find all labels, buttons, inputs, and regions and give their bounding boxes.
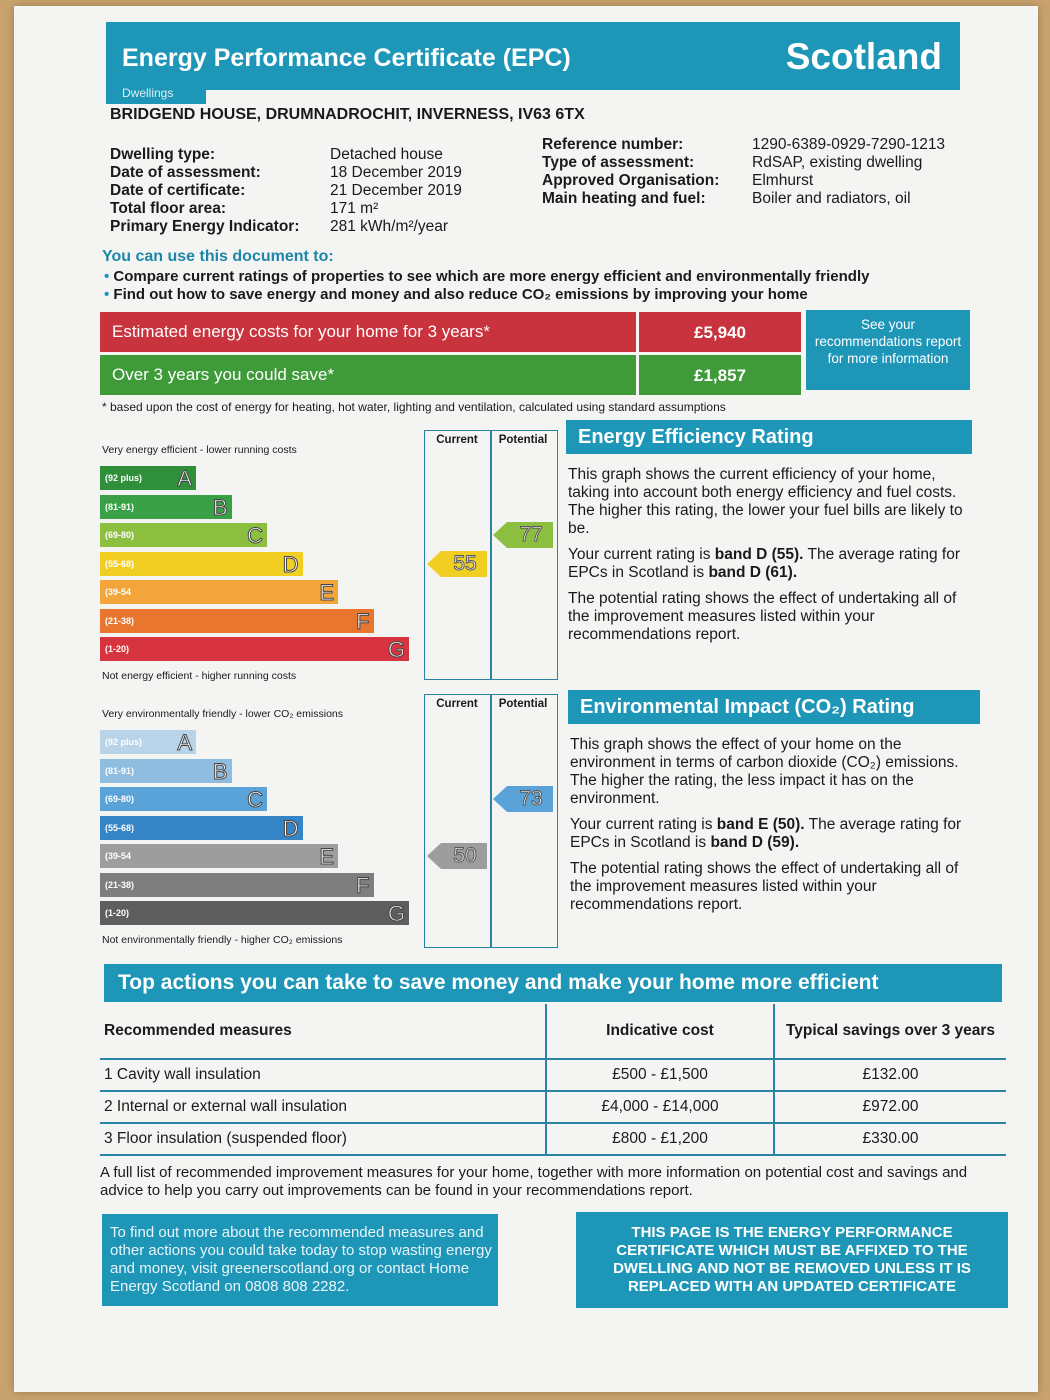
potential-rating-arrow <box>493 786 553 812</box>
certificate-notice-text: THIS PAGE IS THE ENERGY PERFORMANCE CERTIFICATE WHICH MUST BE AFFIXED TO THE DWELLING AND NOT BE REMOVED UNLESS IT IS REPLACED WITH AN UPDATED CERTIFICATE <box>613 1224 971 1295</box>
estimated-costs-label: Estimated energy costs for your home for 3 years* <box>112 322 490 341</box>
band-letter: C <box>247 523 263 548</box>
band-letter: G <box>387 637 405 662</box>
detail-row <box>110 200 462 218</box>
rating-band-e <box>100 580 338 604</box>
band-range: (21-38) <box>105 615 135 626</box>
use-doc-bullets <box>104 268 869 304</box>
band-letter: C <box>247 787 263 812</box>
rating-band-g <box>100 901 409 925</box>
potential-rating-arrow <box>493 522 553 548</box>
see-recommendations-text: See your recommendations report for more information <box>814 317 962 366</box>
env-para-3: The potential rating shows the effect of undertaking all of the improvement measures listed within your recommendations report. <box>570 860 959 913</box>
detail-row <box>542 136 945 154</box>
detail-label: Dwelling type: <box>110 146 216 163</box>
band-letter: F <box>356 872 370 898</box>
rating-band-g <box>100 637 409 661</box>
table-row <box>100 1123 1006 1155</box>
detail-value: 18 December 2019 <box>330 164 462 181</box>
col-header-measures: Recommended measures <box>100 1004 546 1059</box>
country-title: Scotland <box>785 36 942 77</box>
detail-row <box>542 190 945 208</box>
potential-rating-arrow-value: 77 <box>519 523 543 546</box>
band-range: (55-68) <box>105 822 135 833</box>
potential-column-header: Potential <box>498 434 548 446</box>
savings-cell: £132.00 <box>774 1059 1006 1091</box>
rating-band-f <box>100 609 374 633</box>
current-column-header: Current <box>436 698 478 710</box>
rating-band-e <box>100 844 338 868</box>
current-rating-arrow <box>427 843 487 869</box>
estimated-costs-bar <box>100 312 636 352</box>
potential-column-header: Potential <box>498 698 548 710</box>
detail-value: 281 kWh/m²/year <box>330 218 449 235</box>
band-range: (81-91) <box>105 501 135 512</box>
energy-rating-title: Energy Efficiency Rating <box>578 426 814 448</box>
certificate-notice-box <box>576 1212 1008 1308</box>
band-range: (55-68) <box>105 558 135 569</box>
cost-cell: £500 - £1,500 <box>546 1059 774 1091</box>
chart-bottom-label: Not environmentally friendly - higher CO₂ emissions <box>102 933 343 946</box>
measure-cell: 3 Floor insulation (suspended floor) <box>100 1123 546 1155</box>
detail-value: 21 December 2019 <box>330 182 462 199</box>
detail-label: Date of assessment: <box>110 164 261 181</box>
band-letter: G <box>387 901 405 926</box>
detail-value: 1290-6389-0929-7290-1213 <box>752 136 946 153</box>
bullet-item: • Find out how to save energy and money and also reduce CO₂ emissions by improving your home <box>104 286 869 304</box>
band-range: (39-54 <box>105 851 132 861</box>
details-right <box>542 136 945 208</box>
savings-value-cell <box>639 355 801 395</box>
table-row <box>100 1059 1006 1091</box>
band-letter: E <box>319 580 334 605</box>
energy-rating-text <box>568 466 972 644</box>
band-range: (69-80) <box>105 794 135 804</box>
recommended-measures-table <box>100 1004 1006 1156</box>
potential-column <box>490 430 558 680</box>
savings-value: £1,857 <box>694 366 746 385</box>
table-row <box>100 1091 1006 1123</box>
env-para-1: This graph shows the effect of your home on the environment in terms of carbon dioxide (CO₂) emissions. The higher the rating, the less impact it has on the environment. <box>570 736 959 807</box>
estimated-costs-value: £5,940 <box>694 323 746 342</box>
detail-row <box>542 172 945 190</box>
band-letter: D <box>282 815 299 841</box>
current-rating-arrow-value: 55 <box>453 551 477 575</box>
savings-bar <box>100 355 636 395</box>
rating-band-f <box>100 873 374 897</box>
rating-band-c <box>100 787 267 811</box>
energy-rating-title-bar <box>566 420 972 454</box>
band-letter: E <box>319 844 334 869</box>
detail-value: RdSAP, existing dwelling <box>752 154 923 171</box>
env-rating-title: Environmental Impact (CO₂) Rating <box>580 696 915 718</box>
details-left <box>110 146 462 236</box>
energy-para-3: The potential rating shows the effect of undertaking all of the improvement measures listed within your recommendations report. <box>568 590 957 643</box>
band-range: (92 plus) <box>105 737 143 747</box>
header-bar <box>106 22 960 90</box>
detail-label: Reference number: <box>542 136 684 153</box>
see-recommendations-box <box>806 310 970 390</box>
col-header-savings: Typical savings over 3 years <box>774 1004 1006 1059</box>
top-actions-title-bar <box>104 964 1002 1002</box>
savings-cell: £972.00 <box>774 1091 1006 1123</box>
detail-label: Primary Energy Indicator: <box>110 218 300 235</box>
detail-row <box>110 218 462 236</box>
savings-cell: £330.00 <box>774 1123 1006 1155</box>
detail-label: Type of assessment: <box>542 154 695 171</box>
cost-cell: £4,000 - £14,000 <box>546 1091 774 1123</box>
band-letter: A <box>177 730 192 755</box>
full-list-note: A full list of recommended improvement measures for your home, together with more information on potential cost and savings and advice to help you carry out improvements can be found in your recommendations report. <box>100 1164 968 1199</box>
rating-band-c <box>100 523 267 547</box>
band-letter: F <box>356 608 370 634</box>
detail-label: Approved Organisation: <box>542 172 720 189</box>
measure-cell: 2 Internal or external wall insulation <box>100 1091 546 1123</box>
chart-top-label: Very energy efficient - lower running costs <box>102 444 297 456</box>
band-range: (39-54 <box>105 587 132 597</box>
detail-value: Detached house <box>330 146 443 163</box>
detail-value: Boiler and radiators, oil <box>752 190 911 207</box>
detail-row <box>542 154 945 172</box>
detail-row <box>110 182 462 200</box>
band-range: (69-80) <box>105 530 135 540</box>
rating-band-d <box>100 552 303 576</box>
detail-label: Date of certificate: <box>110 182 246 199</box>
energy-para-2: Your current rating is band D (55). The average rating for EPCs in Scotland is band D (61). <box>568 546 960 581</box>
estimated-costs-value-cell <box>639 312 801 352</box>
find-out-more-box <box>102 1214 498 1306</box>
subtitle-bar <box>106 84 206 104</box>
cost-cell: £800 - £1,200 <box>546 1123 774 1155</box>
band-letter: A <box>177 466 192 491</box>
dwellings-label: Dwellings <box>122 86 174 100</box>
band-letter: B <box>212 758 228 784</box>
detail-row <box>110 164 462 182</box>
rating-band-b <box>100 759 232 783</box>
band-range: (81-91) <box>105 765 135 776</box>
use-doc-title: You can use this document to: <box>102 248 334 265</box>
band-range: (21-38) <box>105 879 135 890</box>
rating-band-a <box>100 466 196 490</box>
band-range: (92 plus) <box>105 473 143 483</box>
detail-label: Main heating and fuel: <box>542 190 706 207</box>
env-rating-title-bar <box>568 690 980 724</box>
col-header-cost: Indicative cost <box>546 1004 774 1059</box>
current-rating-arrow-value: 50 <box>453 844 477 867</box>
rating-band-a <box>100 730 196 754</box>
savings-label: Over 3 years you could save* <box>112 365 335 384</box>
energy-para-1: This graph shows the current efficiency of your home, taking into account both energy efficiency and fuel costs. The higher this rating, the lower your fuel bills are likely to be. <box>568 466 963 537</box>
potential-rating-arrow-value: 73 <box>519 787 543 810</box>
rating-band-b <box>100 495 232 519</box>
rating-band-d <box>100 816 303 840</box>
table-header-row <box>100 1004 1006 1059</box>
top-actions-title: Top actions you can take to save money and make your home more efficient <box>118 971 879 994</box>
bullet-item: • Compare current ratings of properties to see which are more energy efficient and environmentally friendly <box>104 268 869 286</box>
band-letter: B <box>212 494 228 520</box>
chart-bottom-label: Not energy efficient - higher running costs <box>102 669 297 682</box>
property-address: BRIDGEND HOUSE, DRUMNADROCHIT, INVERNESS, IV63 6TX <box>110 106 585 123</box>
band-range: (1-20) <box>105 908 130 918</box>
chart-top-label: Very environmentally friendly - lower CO₂ emissions <box>102 708 343 720</box>
find-out-more-text: To find out more about the recommended measures and other actions you could take today to stop wasting energy and money, visit greenerscotland.org or contact Home Energy Scotland on 0808 808 2282. <box>110 1224 492 1295</box>
energy-efficiency-chart <box>96 430 546 682</box>
band-letter: D <box>282 551 299 577</box>
measure-cell: 1 Cavity wall insulation <box>100 1059 546 1091</box>
costs-footnote: * based upon the cost of energy for heating, hot water, lighting and ventilation, calculated using standard assumptions <box>102 400 726 414</box>
env-para-2: Your current rating is band E (50). The average rating for EPCs in Scotland is band D (59). <box>570 816 962 851</box>
environmental-impact-chart <box>96 694 546 950</box>
certificate-title: Energy Performance Certificate (EPC) <box>122 44 571 72</box>
current-column <box>424 694 492 948</box>
band-range: (1-20) <box>105 644 130 654</box>
env-rating-text <box>570 736 980 914</box>
detail-label: Total floor area: <box>110 200 226 217</box>
current-column-header: Current <box>436 434 478 446</box>
certificate-page <box>14 6 1038 1392</box>
detail-value: Elmhurst <box>752 172 814 189</box>
potential-column <box>490 694 558 948</box>
detail-value: 171 m² <box>330 200 379 217</box>
detail-row <box>110 146 462 164</box>
current-rating-arrow <box>427 551 487 577</box>
